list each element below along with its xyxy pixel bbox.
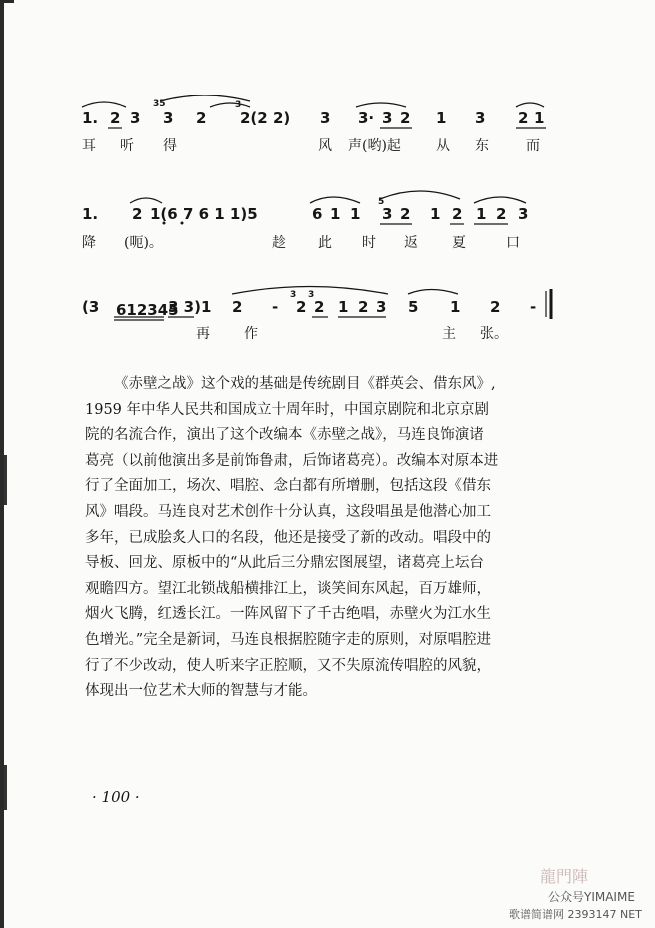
score-lyric: 降: [82, 235, 96, 251]
paragraph-line: 多年，已成脍炙人口的名段，他还是接受了新的改动。唱段中的: [85, 529, 491, 546]
paragraph-line: 风》唱段。马连良对艺术创作十分认真，这段唱虽是他潜心加工: [85, 503, 491, 520]
slur: [380, 191, 460, 199]
score-note: 1.: [82, 205, 99, 223]
score-note: 1: [534, 109, 545, 127]
score-lyric: 从: [436, 138, 450, 154]
score-lyric: 再: [196, 326, 210, 342]
paragraph-line: 体现出一位艺术大师的智慧与才能。: [85, 683, 317, 700]
score-note: 2: [132, 205, 143, 223]
score-note: 1: [450, 298, 461, 316]
page-number: · 100 ·: [92, 788, 140, 806]
score-lyric: 此: [318, 235, 332, 251]
score-note: 6: [312, 205, 323, 223]
score-note: 3: [130, 109, 141, 127]
score-note: 612345: [116, 301, 179, 319]
paragraph-line: 行了不少改动，使人听来字正腔顺，又不失原流传唱腔的风貌，: [85, 657, 491, 674]
page-corner-mark: [0, 0, 14, 3]
score-note: -: [530, 298, 537, 316]
score-note: -: [272, 298, 279, 316]
score-note: 2: [518, 109, 529, 127]
slur: [130, 198, 162, 203]
score-note: 1: [350, 205, 361, 223]
score-note: 2(2 2): [240, 109, 291, 127]
article-paragraph: [85, 372, 555, 705]
score-lyric: 返: [404, 235, 418, 251]
score-note: 2: [314, 298, 325, 316]
watermark-line: 歌谱简谱网 2393147 NET: [509, 908, 642, 921]
score-note: 1: [338, 298, 349, 316]
score-lyric: 张。: [480, 326, 508, 342]
watermark-logo-text: 龍門陣: [540, 867, 589, 886]
grace-note: 3: [290, 290, 297, 300]
slur: [516, 103, 544, 107]
score-lyric: 声(哟)起: [348, 138, 401, 154]
score-lyric: 夏: [452, 235, 466, 251]
score-note: 3·: [358, 109, 375, 127]
score-note: 2: [296, 298, 307, 316]
score-note: 1: [330, 205, 341, 223]
score-note: 1.: [82, 109, 99, 127]
score-lyric: 而: [526, 138, 540, 154]
score-note: 2: [400, 109, 411, 127]
score-lyric: 口: [506, 235, 520, 251]
score-lyric: 趁: [272, 235, 286, 251]
slur: [82, 102, 126, 107]
edge-mark: [4, 455, 7, 505]
jianpu-score: [60, 95, 580, 345]
score-note: 1(6 7 6 1 1)5: [150, 205, 258, 223]
score-note: 2: [452, 205, 463, 223]
paragraph-line: 色增光。”完全是新词，马连良根据腔随字走的原则，对原唱腔进: [85, 631, 492, 648]
paragraph-line: 行了全面加工，场次、唱腔、念白都有所增删，包括这段《借东: [85, 478, 491, 495]
score-lyric: 时: [362, 235, 376, 251]
slur: [408, 290, 458, 295]
score-lyric: 耳: [82, 138, 96, 154]
slur: [474, 197, 526, 203]
score-note: 3: [475, 109, 486, 127]
paragraph-line: 《赤壁之战》这个戏的基础是传统剧目《群英会、借东风》,: [114, 376, 496, 392]
score-lyric: 作: [244, 326, 258, 342]
score-note: 3: [382, 109, 393, 127]
score-note: 5: [408, 298, 419, 316]
grace-note: 35: [153, 99, 166, 109]
watermark-line: 公众号YIMAIME: [548, 890, 635, 904]
paragraph-line: 院的名流合作，演出了这个改编本《赤壁之战》，马连良饰演诸: [85, 427, 484, 444]
score-note: 2: [358, 298, 369, 316]
paragraph-line: 1959 年中华人民共和国成立十周年时，中国京剧院和北京京剧: [85, 401, 490, 418]
score-note: 3: [376, 298, 387, 316]
paragraph-line: 导板、回龙、原板中的“从此后三分鼎宏图展望，诸葛亮上坛台: [85, 555, 484, 572]
score-note: 1: [430, 205, 441, 223]
score-note: 2: [496, 205, 507, 223]
score-note: 3: [320, 109, 331, 127]
score-note: (3: [82, 298, 100, 316]
score-note: 2: [490, 298, 501, 316]
edge-mark: [4, 765, 7, 810]
score-note: 2: [400, 205, 411, 223]
score-note: 1: [476, 205, 487, 223]
score-note: 2: [232, 298, 243, 316]
slur: [356, 103, 406, 107]
score-note: 2: [110, 109, 121, 127]
score-note: 3 3)1: [168, 298, 212, 316]
score-lyric: 东: [475, 138, 489, 154]
paragraph-line: 烟火飞腾，红透长江。一阵风留下了千古绝唱，赤壁火为江水生: [85, 606, 491, 623]
score-lyric: (呃)。: [124, 235, 163, 251]
score-note: 3: [163, 109, 174, 127]
score-lyric: 主: [442, 326, 456, 342]
score-lyric: 风: [318, 138, 332, 154]
paragraph-line: 葛亮（以前他演出多是前饰鲁肃，后饰诸葛亮）。改编本对原本进: [85, 452, 499, 469]
grace-note: 5: [378, 197, 385, 207]
score-note: 3: [382, 205, 393, 223]
slur: [210, 103, 250, 107]
score-lyric: 听: [120, 138, 134, 154]
grace-note: 3: [308, 290, 315, 300]
watermark-logo: [540, 866, 636, 886]
score-note: 3: [518, 205, 529, 223]
paragraph-line: 观瞻四方。望江北锁战船横排江上，谈笑间东风起，百万雄师，: [85, 580, 491, 597]
slur: [310, 197, 360, 203]
score-note: 1: [436, 109, 447, 127]
grace-note: 3: [235, 100, 242, 110]
score-note: 2: [196, 109, 207, 127]
score-lyric: 得: [163, 138, 177, 154]
